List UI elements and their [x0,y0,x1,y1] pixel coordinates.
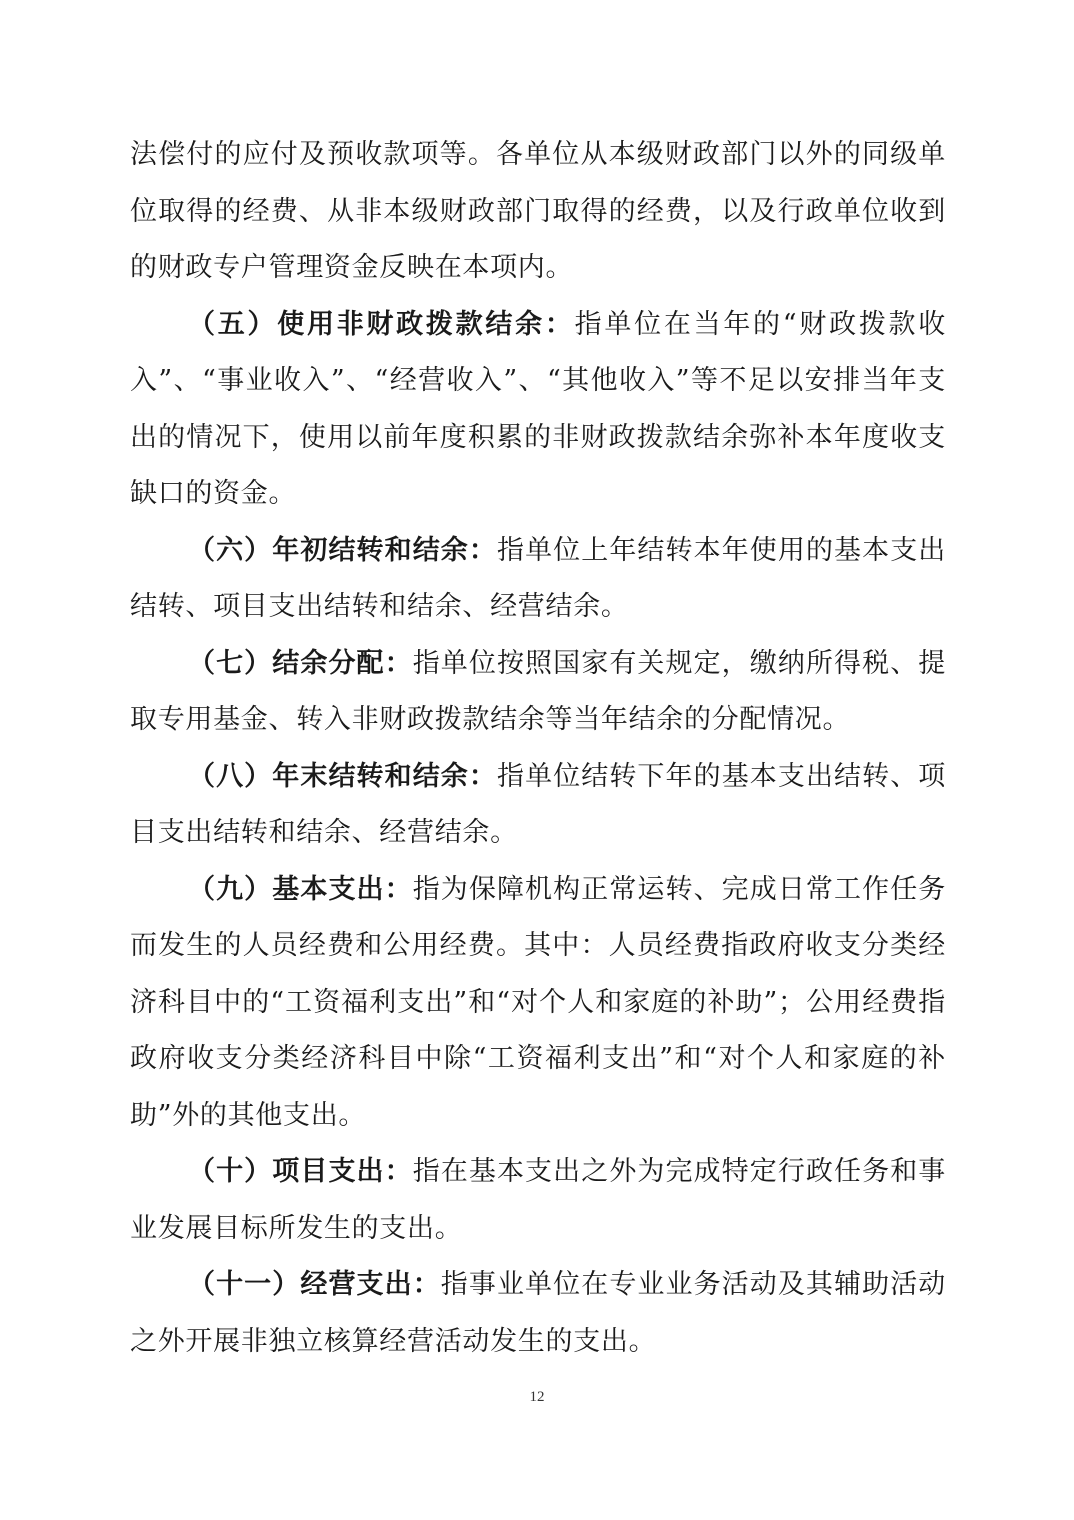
paragraph-heading: （五）使用非财政拨款结余： [188,308,575,340]
paragraph-text: 指单位按照国家有关规定，缴纳所得税、提取专用基金、转入非财政拨款结余等当年结余的分配情况。 [130,647,946,735]
paragraph-item-8 [130,749,946,862]
paragraph-item-5 [130,297,946,523]
paragraph-heading: （十）项目支出： [188,1156,413,1187]
paragraph-text: 指在基本支出之外为完成特定行政任务和事业发展目标所发生的支出。 [130,1156,946,1244]
paragraph-text: 指为保障机构正常运转、完成日常工作任务而发生的人员经费和公用经费。其中：人员经费指政府收支分类经济科目中的“工资福利支出”和“对个人和家庭的补助”；公用经费指政府收支分类经济科目中除“工资福利支出”和“对个人和家庭的补助”外的其他支出。 [130,873,946,1131]
paragraph-heading: （七）结余分配： [188,647,413,679]
paragraph-text: 指单位上年结转本年使用的基本支出结转、项目支出结转和结余、经营结余。 [130,534,947,622]
document-body [130,127,946,1370]
page-number: 12 [529,1389,545,1405]
paragraph-item-7 [130,636,946,749]
paragraph-heading: （九）基本支出： [188,873,413,905]
paragraph-heading: （十一）经营支出： [188,1269,441,1300]
paragraph-text: 指单位结转下年的基本支出结转、项目支出结转和结余、经营结余。 [130,760,947,848]
paragraph-heading: （六）年初结转和结余： [188,534,497,566]
paragraph-item-6 [130,523,946,636]
paragraph-item-10 [130,1144,946,1257]
paragraph-text: 指单位在当年的“财政拨款收入”、“事业收入”、“经营收入”、“其他收入”等不足以安排当年支出的情况下，使用以前年度积累的非财政拨款结余弥补本年度收支缺口的资金。 [130,308,947,509]
paragraph-item-9 [130,862,946,1145]
paragraph-text: 指事业单位在专业业务活动及其辅助活动之外开展非独立核算经营活动发生的支出。 [130,1269,946,1357]
paragraph-heading: （八）年末结转和结余： [188,760,497,792]
paragraph-item-11 [130,1257,946,1370]
paragraph-continuation [130,127,946,297]
paragraph-text: 法偿付的应付及预收款项等。各单位从本级财政部门以外的同级单位取得的经费、从非本级财政部门取得的经费，以及行政单位收到的财政专户管理资金反映在本项内。 [130,139,946,283]
